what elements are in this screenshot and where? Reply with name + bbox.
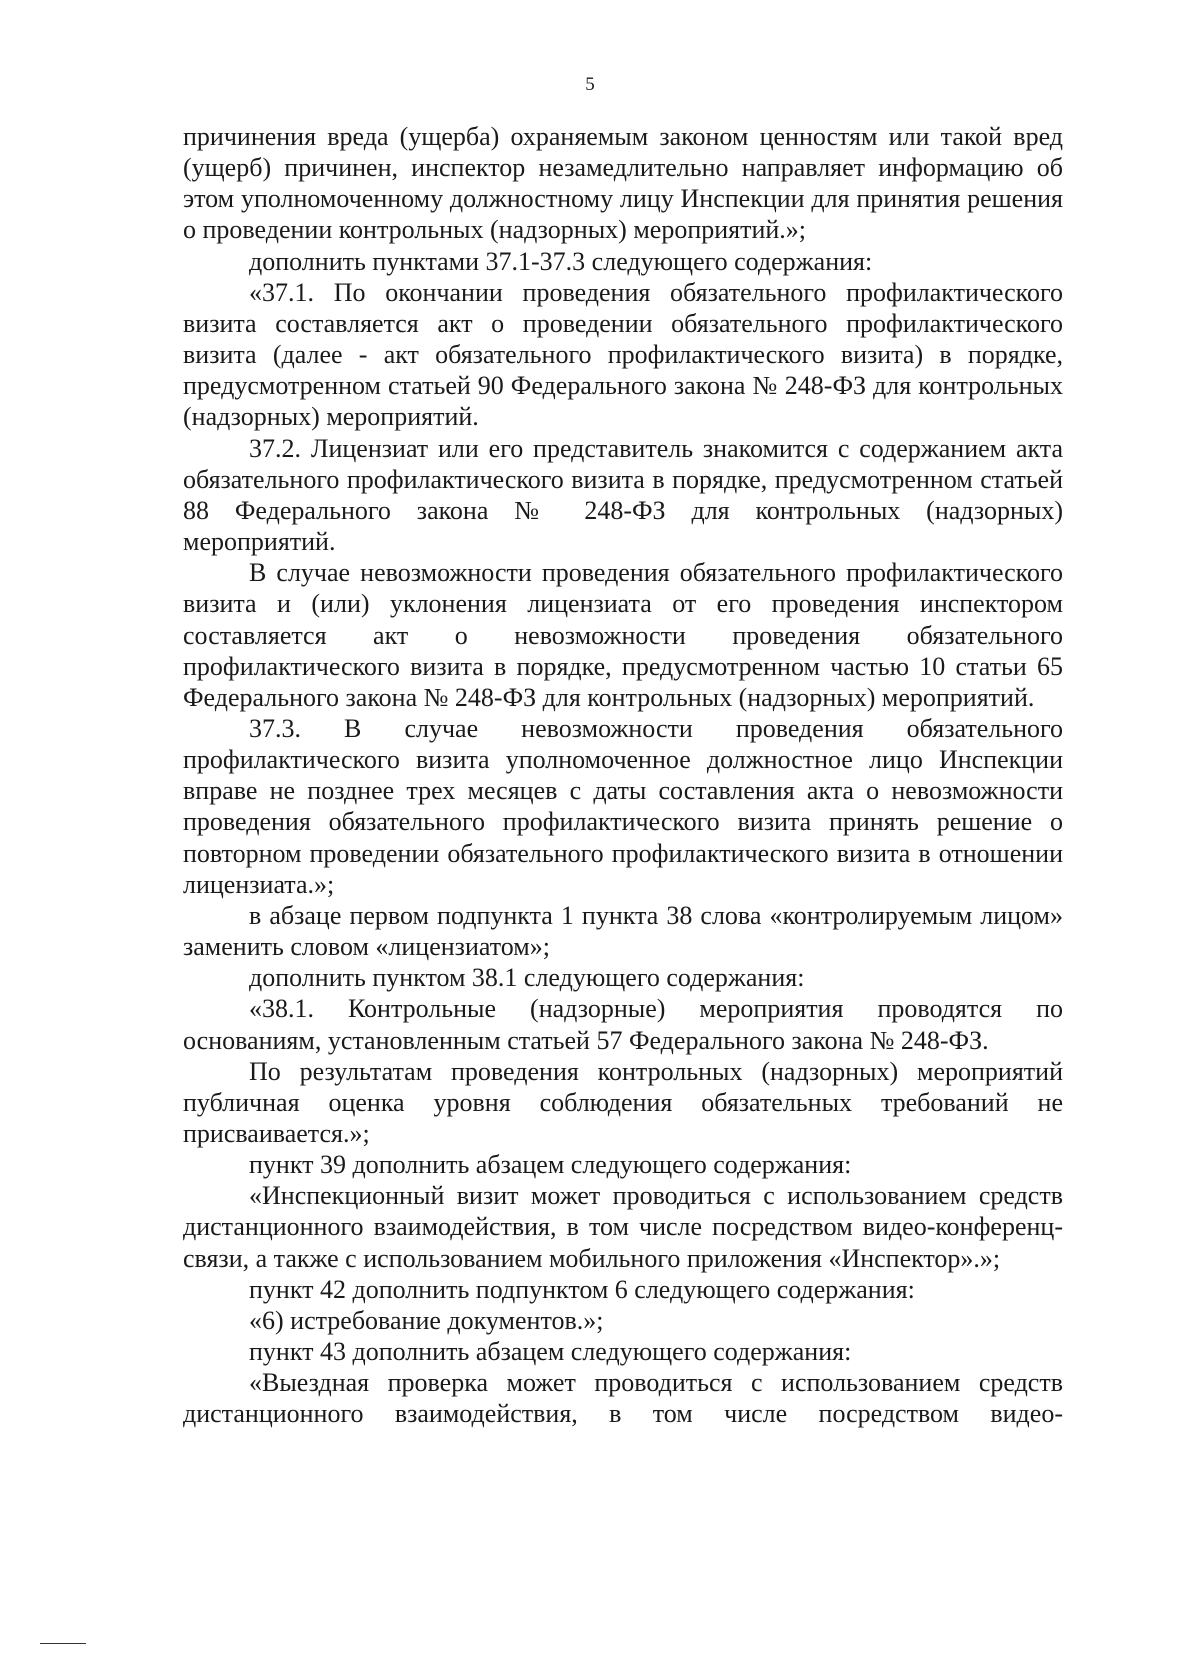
document-body [183,121,1063,1430]
page-number: 5 [585,74,595,95]
paragraph-38-1-intro: дополнить пунктом 38.1 следующего содержания: [249,963,805,993]
paragraph-38-1: «38.1. Контрольные (надзорные) мероприятия проводятся по основаниям, установленным статьей 57 Федерального закона № 248-ФЗ. [183,994,1063,1055]
paragraph-39-text: «Инспекционный визит может проводиться с использованием средств дистанционного взаимодействия, в том числе посредством видео-конференц-связи, а также с использованием мобильного приложения «Инспектор».»; [183,1181,1063,1273]
paragraph-37-2: 37.2. Лицензиат или его представитель знакомится с содержанием акта обязательного профилактического визита в порядке, предусмотренном статьей 88 Федерального закона № 248-ФЗ для контрольных (надзорных) мероприятий. [183,433,1063,557]
scan-artifact-line [40,1643,86,1644]
paragraph-amendment-37-intro: дополнить пунктами 37.1-37.3 следующего содержания: [249,246,873,276]
paragraph-38-amendment: в абзаце первом подпункта 1 пункта 38 слова «контролируемым лицом» заменить словом «лицензиатом»; [183,900,1063,962]
paragraph-37-2-second: В случае невозможности проведения обязательного профилактического визита и (или) уклонения лицензиата от его проведения инспектором составляется акт о невозможности проведения обязательного профилактического визита в порядке, предусмотренном частью 10 статьи 65 Федерального закона № 248-ФЗ для контрольных (надзорных) мероприятий. [183,558,1063,712]
paragraph-43-intro: пункт 43 дополнить абзацем следующего содержания: [249,1337,852,1367]
paragraph-37-3: 37.3. В случае невозможности проведения обязательного профилактического визита уполномоченное должностное лицо Инспекции вправе не позднее трех месяцев с даты составления акта о невозможности проведения обязательного профилактического визита принять решение о повторном проведении обязательного профилактического визита в отношении лицензиата.»; [183,713,1063,899]
paragraph-37-1: «37.1. По окончании проведения обязательного профилактического визита составляется акт о проведении обязательного профилактического визита (далее - акт обязательного профилактического визита) в порядке, предусмотренном статьей 90 Федерального закона № 248-ФЗ для контрольных (надзорных) мероприятий. [183,277,1063,432]
paragraph-42-text: «6) истребование документов.»; [249,1305,604,1335]
paragraph-39-intro: пункт 39 дополнить абзацем следующего содержания: [249,1150,852,1180]
paragraph-38-1-second: По результатам проведения контрольных (надзорных) мероприятий публичная оценка уровня соблюдения обязательных требований не присваивается.»; [183,1056,1063,1148]
paragraph-43-text: «Выездная проверка может проводиться с использованием средств дистанционного взаимодействия, в том числе посредством видео- [183,1368,1063,1429]
paragraph-continuation: причинения вреда (ущерба) охраняемым законом ценностям или такой вред (ущерб) причинен, инспектор незамедлительно направляет информацию об этом уполномоченному должностному лицу Инспекции для принятия решения о проведении контрольных (надзорных) мероприятий.»; [183,122,1063,245]
paragraph-42-intro: пункт 42 дополнить подпунктом 6 следующего содержания: [249,1274,915,1304]
